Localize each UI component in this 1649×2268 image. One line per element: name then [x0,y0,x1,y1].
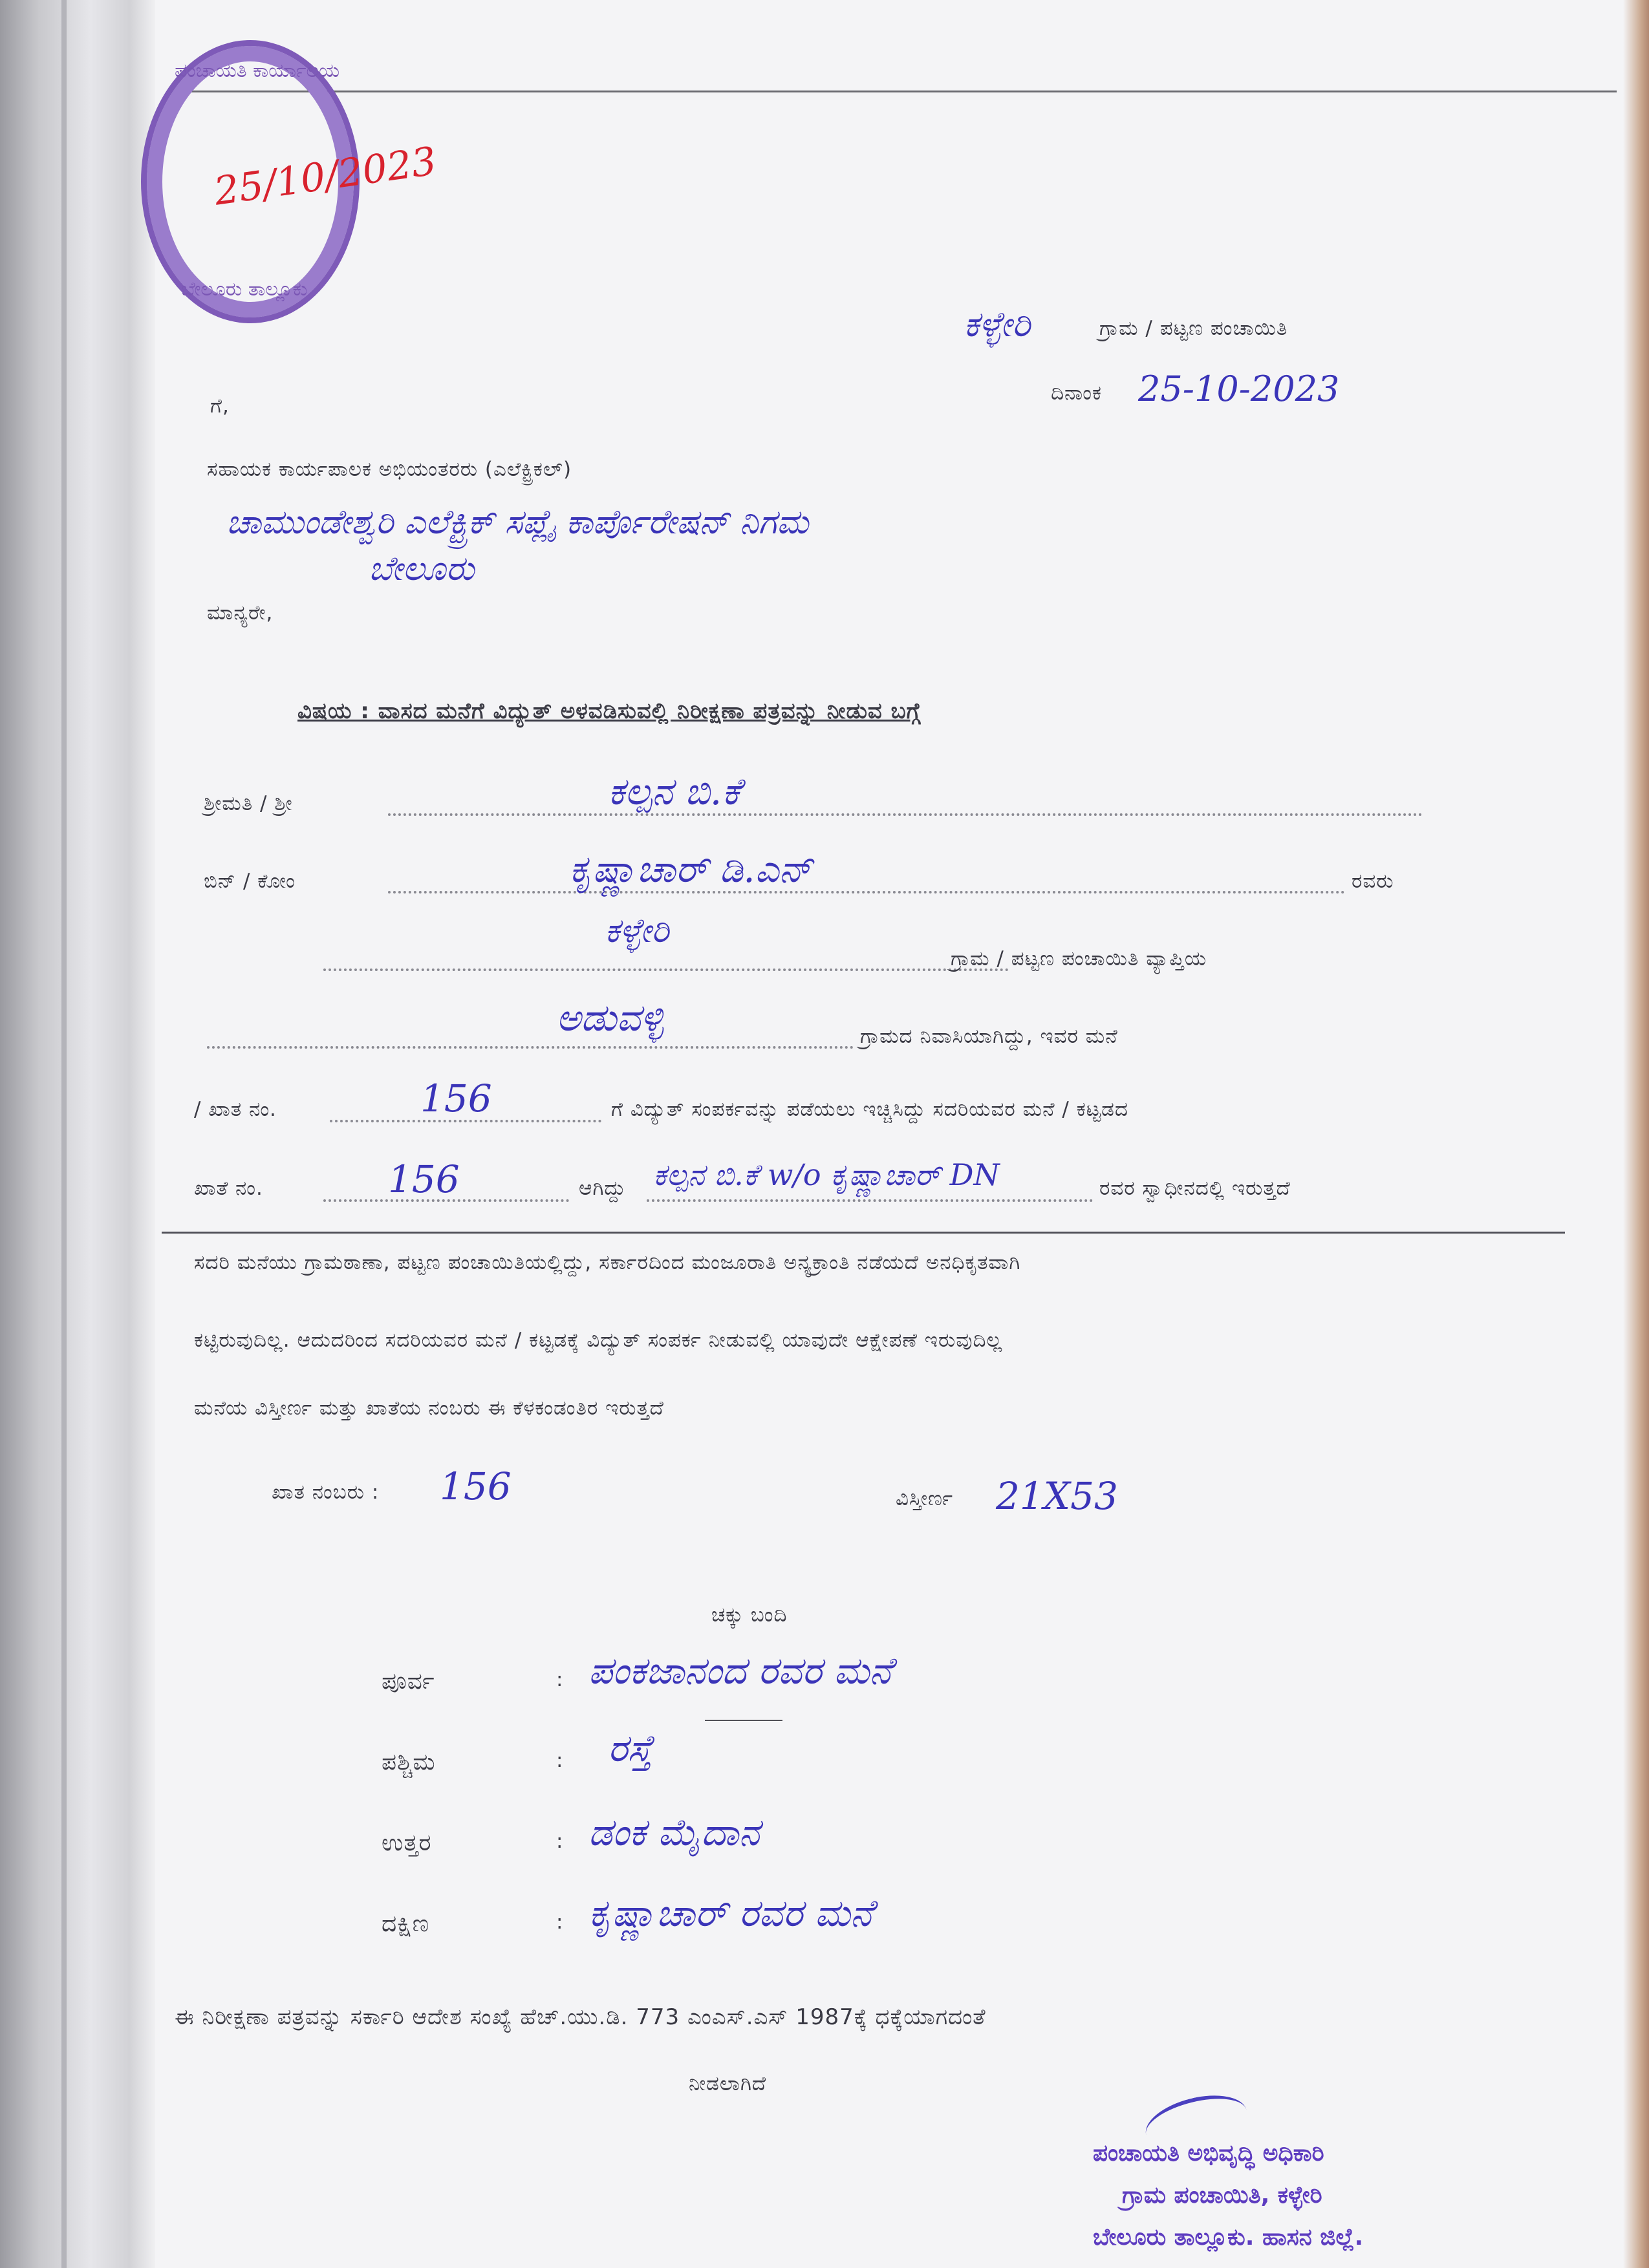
seal-line2: ಗ್ರಾಮ ಪಂಚಾಯಿತಿ, ಕಳ್ಳೇರಿ [1122,2182,1322,2209]
dotted-fill-line [647,1193,1093,1202]
seal-line1: ಪಂಚಾಯತಿ ಅಭಿವೃದ್ಧಿ ಅಧಿಕಾರಿ [1093,2140,1324,2166]
boundary-label-south: ದಕ್ಷಿಣ [382,1910,430,1937]
area-label: ವಿಸ್ತೀರ್ಣ [896,1487,954,1510]
designation: ಸಹಾಯಕ ಕಾರ್ಯಪಾಲಕ ಅಭಿಯಂತರರು (ಎಲೆಕ್ಟ್ರಿಕಲ್) [207,458,572,481]
to-label: ಗೆ, [210,394,230,418]
boundary-value-west: ರಸ್ತೆ [608,1726,652,1770]
khata-number-inline: 156 [388,1157,460,1201]
body-line8: ಕಟ್ಟಿರುವುದಿಲ್ಲ. ಆದುದರಿಂದ ಸದರಿಯವರ ಮನೆ / ಕಟ್ಟಡಕ್ಕೆ ವಿದ್ಯುತ್ ಸಂಪರ್ಕ ನೀಡುವಲ್ಲಿ ಯಾವುದೇ ಆಕ್ಷೇಪಣೆ ಇರುವುದಿಲ್ಲ [194,1329,1003,1352]
office-handwritten-line1: ಚಾಮುಂಡೇಶ್ವರಿ ಎಲೆಕ್ಟ್ರಿಕ್ ಸಪ್ಲೈ ಕಾರ್ಪೊರೇಷನ್ ನಿಗಮ [226,503,809,542]
relative-name: ಕೃಷ್ಣಾಚಾರ್ ಡಿ.ಎನ್ [569,847,812,891]
khata-value: 156 [440,1464,512,1508]
boundary-colon: : [556,1749,564,1772]
body-line2-label: ಬಿನ್ / ಕೋಂ [204,870,296,893]
stamp-ring-top: ಪಂಚಾಯತಿ ಕಾರ್ಯಾಲಯ [175,59,340,82]
boundary-value-south: ಕೃಷ್ಣಾಚಾರ್ ರವರ ಮನೆ [588,1891,873,1935]
body-line7: ಸದರಿ ಮನೆಯು ಗ್ರಾಮಠಾಣಾ, ಪಟ್ಟಣ ಪಂಚಾಯಿತಿಯಲ್ಲಿದ್ದು, ಸರ್ಕಾರದಿಂದ ಮಂಜೂರಾತಿ ಅನ್ಯಕ್ರಾಂತಿ ನಡೆಯದೆ ಅನಧಿಕೃತವಾಗಿ [194,1251,1021,1274]
boundary-colon: : [556,1910,564,1934]
subject-line: ವಿಷಯ : ವಾಸದ ಮನೆಗೆ ವಿದ್ಯುತ್ ಅಳವಡಿಸುವಲ್ಲಿ ನಿರೀಕ್ಷಣಾ ಪತ್ರವನ್ನು ನೀಡುವ ಬಗ್ಗೆ [297,698,921,724]
area-value: 21X53 [996,1474,1118,1518]
office-handwritten-line2: ಬೇಲೂರು [369,550,475,588]
village-name-handwritten: ಕಳ್ಳೇರಿ [964,304,1031,345]
dotted-fill-line [388,807,1423,816]
hamlet-handwritten: ಅಡುವಳ್ಳಿ [556,996,664,1040]
salutation: ಮಾನ್ಯರೇ, [207,601,274,625]
body-line3-suffix: ಗ್ರಾಮ / ಪಟ್ಟಣ ಪಂಚಾಯಿತಿ ವ್ಯಾಪ್ತಿಯ [951,947,1207,970]
boundary-label-north: ಉತ್ತರ [382,1830,432,1856]
village-suffix: ಗ್ರಾಮ / ಪಟ್ಟಣ ಪಂಚಾಯಿತಿ [1099,317,1288,340]
closing-line1: ಈ ನಿರೀಕ್ಷಣಾ ಪತ್ರವನ್ನು ಸರ್ಕಾರಿ ಆದೇಶ ಸಂಖ್ಯೆ ಹೆಚ್.ಯು.ಡಿ. 773 ಎಂಎಸ್.ಎಸ್ 1987ಕ್ಕೆ ಧಕ್ಕೆಯಾಗದಂತೆ [175,2004,986,2030]
boundary-label-east: ಪೂರ್ವ [382,1668,435,1695]
body-line2-suffix: ರವರು [1352,870,1394,893]
boundary-label-west: ಪಶ್ಚಿಮ [382,1749,436,1775]
boundary-colon: : [556,1830,564,1853]
body-line6-suffix: ರವರ ಸ್ವಾಧೀನದಲ್ಲಿ ಇರುತ್ತದೆ [1099,1177,1291,1200]
stamp-ring-bottom: ಬೇಲೂರು ತಾಲ್ಲೂಕು [181,278,308,301]
body-line5-label: / ಖಾತ ನಂ. [194,1098,277,1121]
fold-line [162,1232,1565,1234]
boundary-colon: : [556,1668,564,1691]
page-fold-edge [61,0,67,2268]
body-line6-label: ಖಾತೆ ನಂ. [194,1177,263,1200]
boundaries-heading: ಚಕ್ಕು ಬಂದಿ [711,1603,788,1627]
closing-line2: ನೀಡಲಾಗಿದೆ [689,2072,767,2095]
village-handwritten: ಕಳ್ಳೇರಿ [605,912,669,950]
applicant-name: ಕಲ್ಪನ ಬಿ.ಕೆ [608,769,740,813]
dotted-fill-line [323,962,1009,971]
book-binding-shadow [0,0,155,2268]
dotted-fill-line [388,884,1345,893]
house-number: 156 [420,1076,492,1120]
seal-line3: ಬೇಲೂರು ತಾಲ್ಲೂಕು. ಹಾಸನ ಜಿಲ್ಲೆ. [1093,2224,1364,2251]
body-line6-mid: ಆಗಿದ್ದು [579,1177,627,1200]
short-mark [705,1720,782,1721]
body-line1-label: ಶ್ರೀಮತಿ / ಶ್ರೀ [204,792,293,815]
letterhead-rule [188,91,1617,92]
khata-label: ಖಾತ ನಂಬರು : [272,1481,380,1504]
body-line5-suffix: ಗೆ ವಿದ್ಯುತ್ ಸಂಪರ್ಕವನ್ನು ಪಡೆಯಲು ಇಚ್ಚಿಸಿದ್ದು ಸದರಿಯವರ ಮನೆ / ಕಟ್ಟಡದ [611,1098,1128,1121]
date-handwritten: 25-10-2023 [1138,369,1340,409]
boundary-value-east: ಪಂಕಜಾನಂದ ರವರ ಮನೆ [588,1649,892,1693]
body-line4-suffix: ಗ್ರಾಮದ ನಿವಾಸಿಯಾಗಿದ್ದು, ಇವರ ಮನೆ [860,1025,1118,1048]
owner-handwritten: ಕಲ್ಪನ ಬಿ.ಕೆ w/o ಕೃಷ್ಣಾಚಾರ್ DN [653,1157,1000,1192]
body-line9: ಮನೆಯ ವಿಸ್ತೀರ್ಣ ಮತ್ತು ಖಾತೆಯ ನಂಬರು ಈ ಕೆಳಕಂಡಂತಿರ ಇರುತ್ತದೆ [194,1396,664,1420]
dotted-fill-line [207,1040,854,1049]
page-right-edge [1623,0,1649,2268]
stamp-date: 25/10/2023 [211,138,440,215]
date-label: ದಿನಾಂಕ [1051,381,1102,405]
boundary-value-north: ಡಂಕ ಮೈದಾನ [588,1810,760,1854]
